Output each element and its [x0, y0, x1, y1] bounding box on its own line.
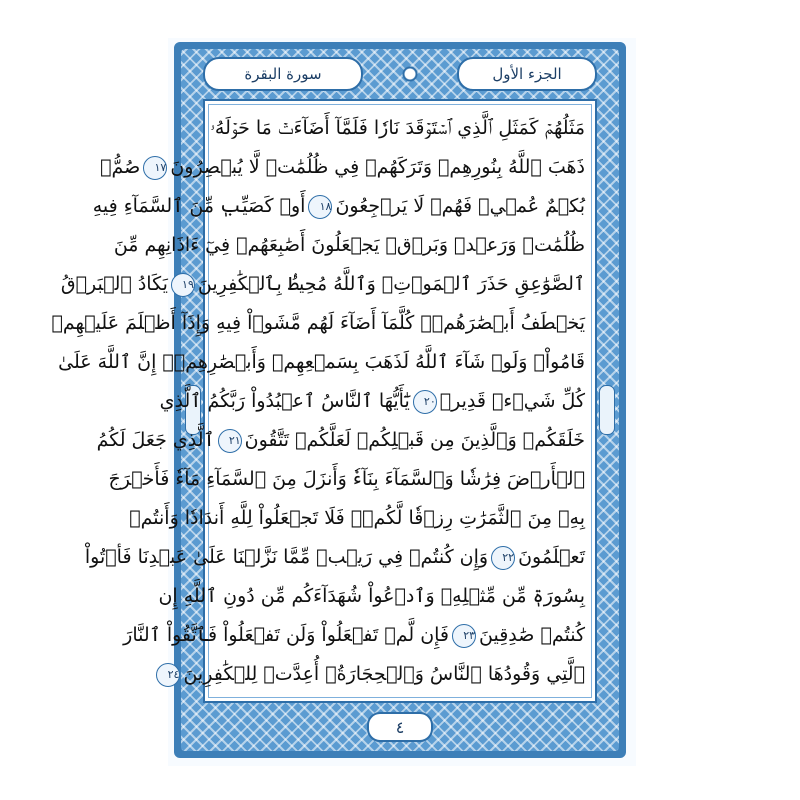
verse-line [92, 187, 585, 225]
verse-text: كُنتُمۡ صَٰدِقِينَ [479, 624, 585, 646]
verse-text: كُلِّ شَيۡءٖ قَدِيرٞ [439, 390, 585, 412]
verse-text: بِهِۦ مِنَ ٱلثَّمَرَٰتِ رِزۡقٗا لَّكُمۡۖ فَلَا تَجۡعَلُواْ لِلَّهِ أَندَادٗا وَأَنتُمۡ [129, 507, 585, 529]
verse-text: يَكَادُ ٱلۡبَرۡقُ [60, 273, 168, 295]
verse-text: وَإِن كُنتُمۡ فِي رَيۡبٖ مِّمَّا نَزَّلۡنَا عَلَىٰ عَبۡدِنَا فَأۡتُواْ [84, 546, 489, 568]
verse-text: بِسُورَةٖ مِّن مِّثۡلِهِۦ وَٱدۡعُواْ شُهَدَآءَكُم مِّن دُونِ ٱللَّهِ إِن [158, 585, 585, 607]
verse-text: قَامُواْۚ وَلَوۡ شَآءَ ٱللَّهُ لَذَهَبَ بِسَمۡعِهِمۡ وَأَبۡصَٰرِهِمۡۚ إِنَّ ٱللَّهَ عَلَىٰ [58, 351, 585, 373]
verse-text: مَثَلُهُمۡ كَمَثَلِ ٱلَّذِي ٱسۡتَوۡقَدَ نَارٗا فَلَمَّآ أَضَآءَتۡ مَا حَوۡلَهُۥ [210, 117, 585, 139]
verse-text: يَخۡطَفُ أَبۡصَٰرَهُمۡۖ كُلَّمَآ أَضَآءَ لَهُم مَّشَوۡاْ فِيهِ وَإِذَآ أَظۡلَمَ عَلَيۡهِمۡ [51, 312, 585, 334]
surah-name: سورة البقرة [244, 65, 322, 83]
header-ornament-icon [395, 64, 425, 84]
page-footer [177, 713, 623, 741]
verse-text: بُكۡمٌ عُمۡيٞ فَهُمۡ لَا يَرۡجِعُونَ [335, 195, 585, 217]
verse-line [51, 304, 585, 342]
verse-line [210, 109, 585, 147]
verse-line [123, 616, 585, 654]
verse-text: أَوۡ كَصَيِّبٖ مِّنَ ٱلسَّمَآءِ فِيهِ [92, 195, 306, 217]
surah-name-cartouche [203, 57, 363, 91]
verse-line [108, 460, 585, 498]
verse-line [159, 382, 585, 420]
verse-text: صُمُّۢ [100, 156, 141, 178]
verse-line [96, 421, 585, 459]
margin-medallion-icon [599, 385, 615, 435]
verse-line [60, 265, 585, 303]
verse-text: ٱلَّذِي جَعَلَ لَكُمُ [96, 429, 215, 451]
juz-name: الجزء الأول [492, 65, 562, 83]
ayah-number-marker: ٢١ [218, 429, 242, 453]
text-panel [51, 99, 597, 703]
verse-line [167, 655, 585, 693]
ayah-number-marker: ١٨ [308, 195, 332, 219]
verse-line [84, 538, 585, 576]
verse-text: خَلَقَكُمۡ وَٱلَّذِينَ مِن قَبۡلِكُمۡ لَعَلَّكُمۡ تَتَّقُونَ [244, 429, 585, 451]
ayah-number-marker: ١٧ [143, 156, 167, 180]
verse-text: ٱلَّتِي وَقُودُهَا ٱلنَّاسُ وَٱلۡحِجَارَةُۖ أُعِدَّتۡ لِلۡكَٰفِرِينَ [183, 663, 585, 685]
ayah-number-marker: ٢٠ [413, 390, 437, 414]
verse-text-block [51, 109, 585, 693]
ayah-number-marker: ١٩ [171, 273, 195, 297]
page-number-badge [367, 712, 433, 742]
verse-line [129, 499, 585, 537]
verse-text: تَعۡلَمُونَ [518, 546, 585, 568]
mushaf-page [51, 38, 636, 766]
juz-name-cartouche [457, 57, 597, 91]
verse-text: ذَهَبَ ٱللَّهُ بِنُورِهِمۡ وَتَرَكَهُمۡ فِي ظُلُمَٰتٖ لَّا يُبۡصِرُونَ [170, 156, 585, 178]
ayah-number-marker: ٢٤ [156, 663, 180, 687]
verse-line [100, 148, 585, 186]
page-number: ٤ [395, 717, 405, 737]
verse-text: ٱلۡأَرۡضَ فِرَٰشٗا وَٱلسَّمَآءَ بِنَآءٗ وَأَنزَلَ مِنَ ٱلسَّمَآءِ مَآءٗ فَأَخۡرَجَ [108, 468, 585, 490]
verse-text: ظُلُمَٰتٞ وَرَعۡدٞ وَبَرۡقٞ يَجۡعَلُونَ أَصَٰبِعَهُمۡ فِيٓ ءَاذَانِهِم مِّنَ [113, 234, 585, 256]
ayah-number-marker: ٢٢ [491, 546, 515, 570]
ornamental-frame [51, 42, 626, 758]
ayah-number-marker: ٢٣ [452, 624, 476, 648]
verse-line [58, 343, 585, 381]
verse-line [158, 577, 585, 615]
verse-text: يَٰٓأَيُّهَا ٱلنَّاسُ ٱعۡبُدُواْ رَبَّكُمُ ٱلَّذِي [159, 390, 410, 412]
verse-text: ٱلصَّوَٰعِقِ حَذَرَ ٱلۡمَوۡتِۚ وَٱللَّهُ مُحِيطُۢ بِٱلۡكَٰفِرِينَ [197, 273, 585, 295]
verse-line [113, 226, 585, 264]
page-header [203, 55, 597, 93]
verse-text: فَإِن لَّمۡ تَفۡعَلُواْ وَلَن تَفۡعَلُواْ فَٱتَّقُواْ ٱلنَّارَ [123, 624, 450, 646]
